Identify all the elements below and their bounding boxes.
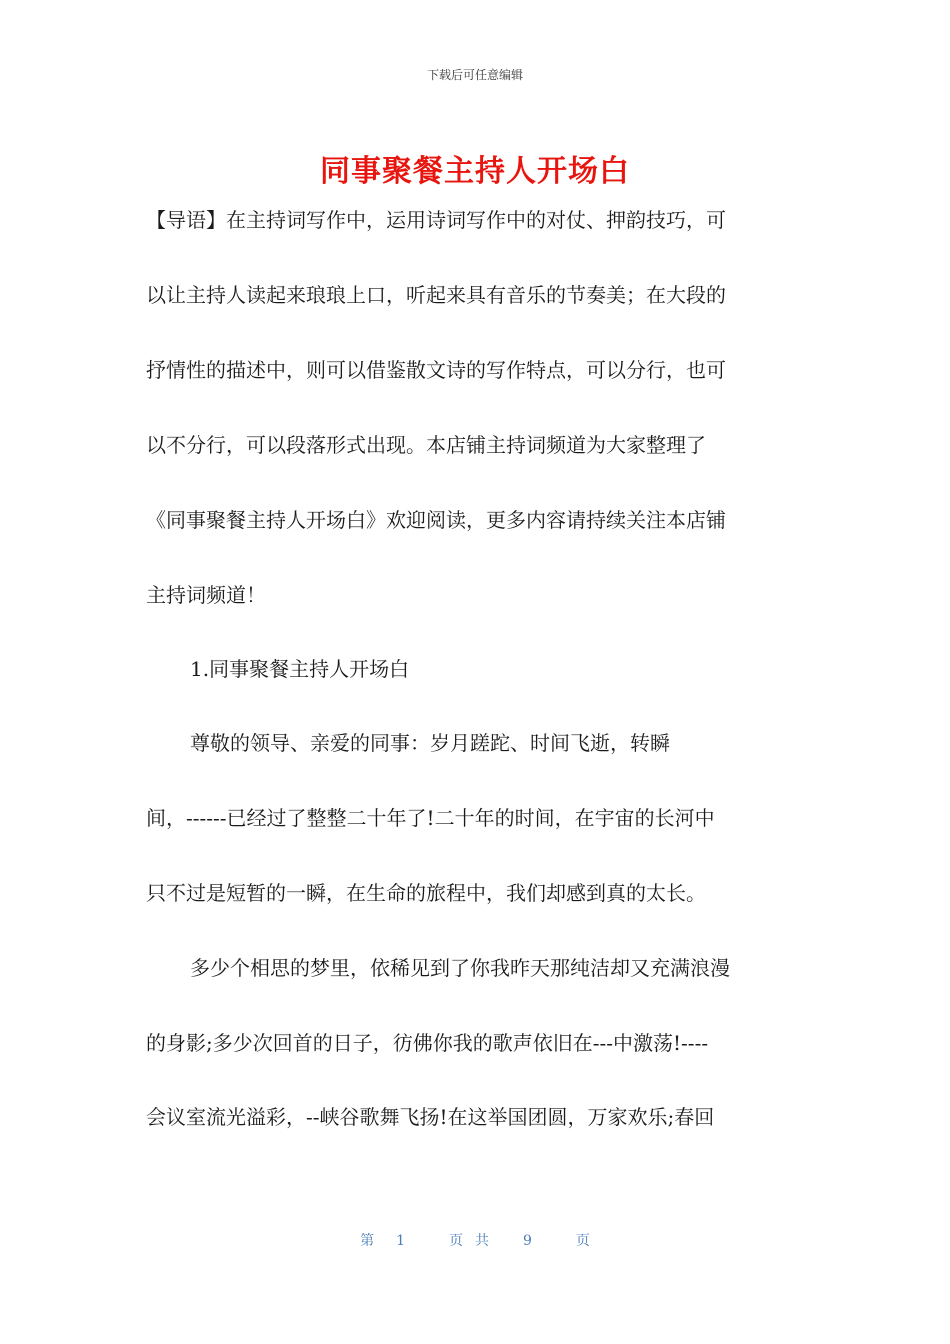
header-note: 下载后可任意编辑 <box>426 68 523 82</box>
footer-page-number: 1 <box>396 1233 405 1249</box>
footer-page-suffix: 页共 <box>449 1233 501 1249</box>
paragraph-line: 【导语】在主持词写作中，运用诗词写作中的对仗、押韵技巧，可 <box>146 208 726 232</box>
paragraph-line: 多少个相思的梦里，依稀见到了你我昨天那纯洁却又充满浪漫 <box>190 956 730 980</box>
paragraph-line: 以不分行，可以段落形式出现。本店铺主持词频道为大家整理了 <box>146 433 706 457</box>
paragraph-line: 抒情性的描述中，则可以借鉴散文诗的写作特点，可以分行，也可 <box>146 358 726 382</box>
footer-page-word: 第 <box>360 1233 375 1249</box>
paragraph-line: 主持词频道！ <box>146 583 266 607</box>
footer-total-suffix: 页 <box>575 1233 590 1249</box>
paragraph-line: 的身影;多少次回首的日子，彷佛你我的歌声依旧在---中激荡!---- <box>146 1031 709 1055</box>
paragraph-line: 间，------已经过了整整二十年了!二十年的时间，在宇宙的长河中 <box>146 806 715 830</box>
paragraph-line: 以让主持人读起来琅琅上口，听起来具有音乐的节奏美；在大段的 <box>146 283 726 307</box>
footer-total-pages: 9 <box>523 1233 532 1249</box>
document-title: 同事聚餐主持人开场白 <box>320 154 630 189</box>
paragraph-line: 尊敬的领导、亲爱的同事：岁月蹉跎、时间飞逝，转瞬 <box>190 731 670 755</box>
paragraph-line: 会议室流光溢彩，--峡谷歌舞飞扬!在这举国团圆，万家欢乐;春回 <box>146 1105 715 1129</box>
page-footer <box>0 1230 950 1250</box>
paragraph-line: 《同事聚餐主持人开场白》欢迎阅读，更多内容请持续关注本店铺 <box>146 508 726 532</box>
paragraph-line: 只不过是短暂的一瞬，在生命的旅程中，我们却感到真的太长。 <box>146 881 706 905</box>
section-heading: 1.同事聚餐主持人开场白 <box>190 657 410 681</box>
